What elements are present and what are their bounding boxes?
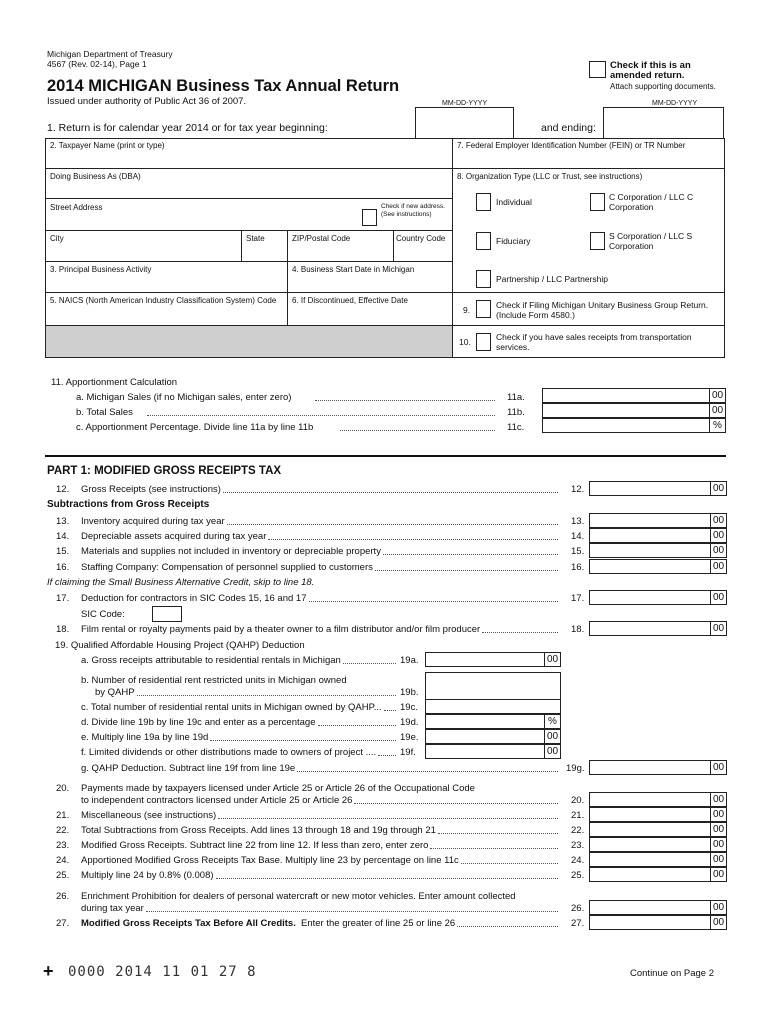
leader-dots bbox=[268, 532, 558, 540]
line13-number: 13. bbox=[56, 516, 70, 527]
line11c-number: 11c. bbox=[507, 422, 525, 433]
line25-input[interactable] bbox=[589, 867, 727, 882]
zip-label: ZIP/Postal Code bbox=[292, 234, 351, 243]
line21-number: 21. bbox=[56, 810, 70, 821]
shaded-area bbox=[46, 326, 452, 357]
line12-input[interactable] bbox=[589, 481, 727, 496]
line23-ref: 23. bbox=[571, 840, 585, 851]
org-ccorp-checkbox[interactable] bbox=[590, 193, 605, 211]
line24-ref: 24. bbox=[571, 855, 585, 866]
line12-number: 12. bbox=[56, 484, 70, 495]
line22-input[interactable] bbox=[589, 822, 727, 837]
line16-label: Staffing Company: Compensation of personnel supplied to customers bbox=[81, 562, 373, 573]
line18-input[interactable] bbox=[589, 621, 727, 636]
line22-ref: 22. bbox=[571, 825, 585, 836]
line18-number: 18. bbox=[56, 624, 70, 635]
amended-label: Check if this is an amended return. bbox=[610, 60, 691, 82]
line13-ref: 13. bbox=[571, 516, 585, 527]
leader-dots bbox=[343, 656, 396, 664]
line19f-input[interactable] bbox=[425, 744, 561, 759]
line25-label: Multiply line 24 by 0.8% (0.008) bbox=[81, 870, 214, 881]
line22-label: Total Subtractions from Gross Receipts. Add lines 13 through 18 and 19g through 21 bbox=[81, 825, 436, 836]
line17-ref: 17. bbox=[571, 593, 585, 604]
line19g-ref: 19g. bbox=[566, 763, 585, 774]
line25-cents: 00 bbox=[710, 868, 726, 881]
line9-number: 9. bbox=[463, 305, 471, 315]
leader-dots bbox=[146, 904, 558, 912]
line12-cents: 00 bbox=[710, 482, 726, 495]
org-type-label: 8. Organization Type (LLC or Trust, see instructions) bbox=[457, 172, 643, 181]
line21-ref: 21. bbox=[571, 810, 585, 821]
line16-ref: 16. bbox=[571, 562, 585, 573]
line19f-ref: 19f. bbox=[400, 747, 416, 758]
line19b-ref: 19b. bbox=[400, 687, 419, 698]
dba-label: Doing Business As (DBA) bbox=[50, 172, 141, 181]
line14-number: 14. bbox=[56, 531, 70, 542]
leader-dots bbox=[375, 563, 558, 571]
line19e-label: e. Multiply line 19a by line 19d bbox=[81, 732, 209, 743]
line20-ref: 20. bbox=[571, 795, 585, 806]
leader-dots bbox=[461, 856, 558, 864]
new-address-checkbox[interactable] bbox=[362, 209, 377, 226]
street-label: Street Address bbox=[50, 203, 103, 212]
line11a-number: 11a. bbox=[507, 392, 525, 403]
leader-dots bbox=[383, 547, 558, 555]
line14-ref: 14. bbox=[571, 531, 585, 542]
line27-number: 27. bbox=[56, 918, 70, 929]
line11c-input[interactable] bbox=[542, 418, 726, 433]
line19d-label: d. Divide line 19b by line 19c and enter as a percentage bbox=[81, 717, 316, 728]
line15-ref: 15. bbox=[571, 546, 585, 557]
line17-input[interactable] bbox=[589, 590, 727, 605]
line16-cents: 00 bbox=[710, 560, 726, 573]
line26-label: Enrichment Prohibition for dealers of personal watercraft or new motor vehicles. Enter amount collected bbox=[81, 891, 516, 902]
dept-name: Michigan Department of Treasury bbox=[47, 49, 173, 59]
org-individual-label: Individual bbox=[496, 197, 532, 207]
line11b-number: 11b. bbox=[507, 407, 525, 418]
line11b-input[interactable] bbox=[542, 403, 726, 418]
start-date-label: 4. Business Start Date in Michigan bbox=[292, 265, 415, 274]
line13-cents: 00 bbox=[710, 514, 726, 527]
line14-label: Depreciable assets acquired during tax year bbox=[81, 531, 267, 542]
line15-number: 15. bbox=[56, 546, 70, 557]
line19a-label: a. Gross receipts attributable to residential rentals in Michigan bbox=[81, 655, 341, 666]
org-partnership-checkbox[interactable] bbox=[476, 270, 491, 288]
fein-label: 7. Federal Employer Identification Number (FEIN) or TR Number bbox=[457, 141, 686, 150]
transport-checkbox[interactable] bbox=[476, 333, 491, 351]
line19f-label: f. Limited dividends or other distributions made to owners of project .... bbox=[81, 747, 377, 758]
org-fiduciary-label: Fiduciary bbox=[496, 236, 531, 246]
discontinued-label: 6. If Discontinued, Effective Date bbox=[292, 296, 408, 305]
line23-label: Modified Gross Receipts. Subtract line 22 from line 12. If less than zero, enter zero bbox=[81, 840, 429, 851]
line23-cents: 00 bbox=[710, 838, 726, 851]
line19d-input[interactable] bbox=[425, 714, 561, 729]
leader-dots bbox=[216, 871, 558, 879]
line19c-label: c. Total number of residential rental units in Michigan owned by QAHP... bbox=[81, 702, 382, 713]
line20-label-cont: to independent contractors licensed under Article 25 or Article 26 bbox=[81, 795, 353, 806]
part1-title: PART 1: MODIFIED GROSS RECEIPTS TAX bbox=[47, 465, 282, 477]
leader-dots bbox=[384, 703, 396, 711]
new-address-label: Check if new address. (See instructions) bbox=[381, 203, 445, 218]
line18-ref: 18. bbox=[571, 624, 585, 635]
form-revision: 4567 (Rev. 02-14), Page 1 bbox=[47, 59, 147, 69]
line20-number: 20. bbox=[56, 783, 70, 794]
line19f-cents: 00 bbox=[544, 745, 560, 758]
leader-dots bbox=[430, 841, 558, 849]
unitary-group-checkbox[interactable] bbox=[476, 300, 491, 318]
org-ccorp-label: C Corporation / LLC C Corporation bbox=[609, 192, 694, 213]
leader-dots bbox=[227, 517, 558, 525]
line25-ref: 25. bbox=[571, 870, 585, 881]
line21-cents: 00 bbox=[710, 808, 726, 821]
line19g-label: g. QAHP Deduction. Subtract line 19f from line 19e bbox=[81, 763, 296, 774]
line11a-input[interactable] bbox=[542, 388, 726, 403]
sic-code-input[interactable] bbox=[152, 606, 182, 622]
line22-number: 22. bbox=[56, 825, 70, 836]
line17-cents: 00 bbox=[710, 591, 726, 604]
line24-label: Apportioned Modified Gross Receipts Tax Base. Multiply line 23 by percentage on line 11c bbox=[81, 855, 459, 866]
line26-input[interactable] bbox=[589, 900, 727, 915]
line22-cents: 00 bbox=[710, 823, 726, 836]
line12-label: Gross Receipts (see instructions) bbox=[81, 484, 221, 495]
leader-dots bbox=[438, 826, 558, 834]
line26-number: 26. bbox=[56, 891, 70, 902]
leader-dots bbox=[457, 919, 558, 927]
line15-cents: 00 bbox=[710, 544, 726, 557]
begin-date-input[interactable] bbox=[415, 107, 514, 139]
line15-label: Materials and supplies not included in inventory or depreciable property bbox=[81, 546, 381, 557]
line24-cents: 00 bbox=[710, 853, 726, 866]
transport-label: Check if you have sales receipts from transportation services. bbox=[496, 332, 692, 353]
business-activity-label: 3. Principal Business Activity bbox=[50, 265, 152, 274]
line20-input[interactable] bbox=[589, 792, 727, 807]
line23-input[interactable] bbox=[589, 837, 727, 852]
line19b-label: b. Number of residential rent restricted units in Michigan owned bbox=[81, 675, 347, 686]
continue-note: Continue on Page 2 bbox=[630, 968, 714, 979]
leader-dots bbox=[354, 796, 558, 804]
line19-title: 19. Qualified Affordable Housing Project (QAHP) Deduction bbox=[55, 640, 305, 651]
line18-label: Film rental or royalty payments paid by a theater owner to a film distributor and/or film producer bbox=[81, 624, 481, 635]
line1-label: 1. Return is for calendar year 2014 or for tax year beginning: bbox=[47, 122, 328, 134]
naics-label: 5. NAICS (North American Industry Classification System) Code bbox=[50, 296, 277, 305]
line17-number: 17. bbox=[56, 593, 70, 604]
line19e-ref: 19e. bbox=[400, 732, 419, 743]
line19b-input[interactable] bbox=[425, 672, 561, 702]
line19c-ref: 19c. bbox=[400, 702, 418, 713]
line19e-input[interactable] bbox=[425, 729, 561, 744]
leader-dots bbox=[378, 748, 396, 756]
apportion-c-label: c. Apportionment Percentage. Divide line 11a by line 11b bbox=[76, 422, 314, 433]
end-date-input[interactable] bbox=[603, 107, 724, 139]
org-scorp-label: S Corporation / LLC S Corporation bbox=[609, 231, 693, 252]
line13-label: Inventory acquired during tax year bbox=[81, 516, 225, 527]
line19e-cents: 00 bbox=[544, 730, 560, 743]
line26-ref: 26. bbox=[571, 903, 585, 914]
begin-date-format: MM-DD-YYYY bbox=[442, 100, 488, 107]
subtractions-heading: Subtractions from Gross Receipts bbox=[47, 499, 210, 510]
leader-dots bbox=[297, 764, 558, 772]
leader-dots bbox=[309, 594, 558, 602]
line16-number: 16. bbox=[56, 562, 70, 573]
line20-cents: 00 bbox=[710, 793, 726, 806]
line26-cents: 00 bbox=[710, 901, 726, 914]
taxpayer-name-label: 2. Taxpayer Name (print or type) bbox=[50, 141, 165, 150]
line21-input[interactable] bbox=[589, 807, 727, 822]
leader-dots bbox=[223, 485, 558, 493]
city-label: City bbox=[50, 234, 64, 243]
state-label: State bbox=[246, 234, 265, 243]
leader-dots bbox=[210, 733, 396, 741]
plus-mark: + bbox=[43, 961, 54, 981]
line19c-input[interactable] bbox=[425, 699, 561, 714]
leader-dots bbox=[318, 718, 396, 726]
line19a-input[interactable] bbox=[425, 652, 561, 667]
leader-dots bbox=[137, 688, 396, 696]
line11c-percent: % bbox=[709, 419, 725, 432]
ending-label: and ending: bbox=[541, 122, 596, 134]
line27-ref: 27. bbox=[571, 918, 585, 929]
org-scorp-checkbox[interactable] bbox=[590, 232, 605, 250]
line19g-cents: 00 bbox=[710, 761, 726, 774]
leader-dots bbox=[218, 811, 558, 819]
line18-cents: 00 bbox=[710, 622, 726, 635]
line11b-cents: 00 bbox=[709, 404, 725, 417]
line17-label: Deduction for contractors in SIC Codes 15, 16 and 17 bbox=[81, 593, 307, 604]
org-individual-checkbox[interactable] bbox=[476, 193, 491, 211]
end-date-format: MM-DD-YYYY bbox=[652, 100, 698, 107]
line14-cents: 00 bbox=[710, 529, 726, 542]
apportion-b-label: b. Total Sales bbox=[76, 407, 133, 418]
line10-number: 10. bbox=[459, 337, 471, 347]
line19a-ref: 19a. bbox=[400, 655, 419, 666]
line12-ref: 12. bbox=[571, 484, 585, 495]
line21-label: Miscellaneous (see instructions) bbox=[81, 810, 217, 821]
form-title: 2014 MICHIGAN Business Tax Annual Return bbox=[47, 77, 400, 95]
apportion-title: 11. Apportionment Calculation bbox=[51, 377, 178, 388]
line14-input[interactable] bbox=[589, 528, 727, 543]
line11a-cents: 00 bbox=[709, 389, 725, 402]
attach-note: Attach supporting documents. bbox=[610, 82, 716, 91]
form-barcode: 0000 2014 11 01 27 8 bbox=[68, 964, 257, 980]
country-label: Country Code bbox=[396, 234, 446, 243]
leader-dots bbox=[482, 625, 558, 633]
small-business-note: If claiming the Small Business Alternative Credit, skip to line 18. bbox=[47, 577, 315, 588]
line26-label-cont: during tax year bbox=[81, 903, 144, 914]
line23-number: 23. bbox=[56, 840, 70, 851]
line19d-cents: % bbox=[544, 715, 560, 728]
line19d-ref: 19d. bbox=[400, 717, 419, 728]
org-partnership-label: Partnership / LLC Partnership bbox=[496, 274, 608, 284]
apportion-a-label: a. Michigan Sales (if no Michigan sales, enter zero) bbox=[76, 392, 292, 403]
line27-input[interactable] bbox=[589, 915, 727, 930]
line27-label: Modified Gross Receipts Tax Before All Credits. bbox=[81, 918, 296, 929]
line27-cents: 00 bbox=[710, 916, 726, 929]
line19g-input[interactable] bbox=[589, 760, 727, 775]
line19b-label-cont: by QAHP bbox=[95, 687, 135, 698]
org-fiduciary-checkbox[interactable] bbox=[476, 232, 491, 250]
form-authority: Issued under authority of Public Act 36 of 2007. bbox=[47, 96, 247, 107]
sic-code-label: SIC Code: bbox=[81, 609, 125, 620]
line15-input[interactable] bbox=[589, 543, 727, 558]
line16-input[interactable] bbox=[589, 559, 727, 574]
amended-checkbox[interactable] bbox=[589, 61, 606, 78]
line20-label: Payments made by taxpayers licensed under Article 25 or Article 26 of the Occupational Code bbox=[81, 783, 475, 794]
unitary-group-label: Check if Filing Michigan Unitary Business Group Return. (Include Form 4580.) bbox=[496, 300, 709, 321]
line24-input[interactable] bbox=[589, 852, 727, 867]
line13-input[interactable] bbox=[589, 513, 727, 528]
line25-number: 25. bbox=[56, 870, 70, 881]
line27-label-rest: Enter the greater of line 25 or line 26 bbox=[301, 918, 456, 929]
line19a-cents: 00 bbox=[544, 653, 560, 666]
line24-number: 24. bbox=[56, 855, 70, 866]
